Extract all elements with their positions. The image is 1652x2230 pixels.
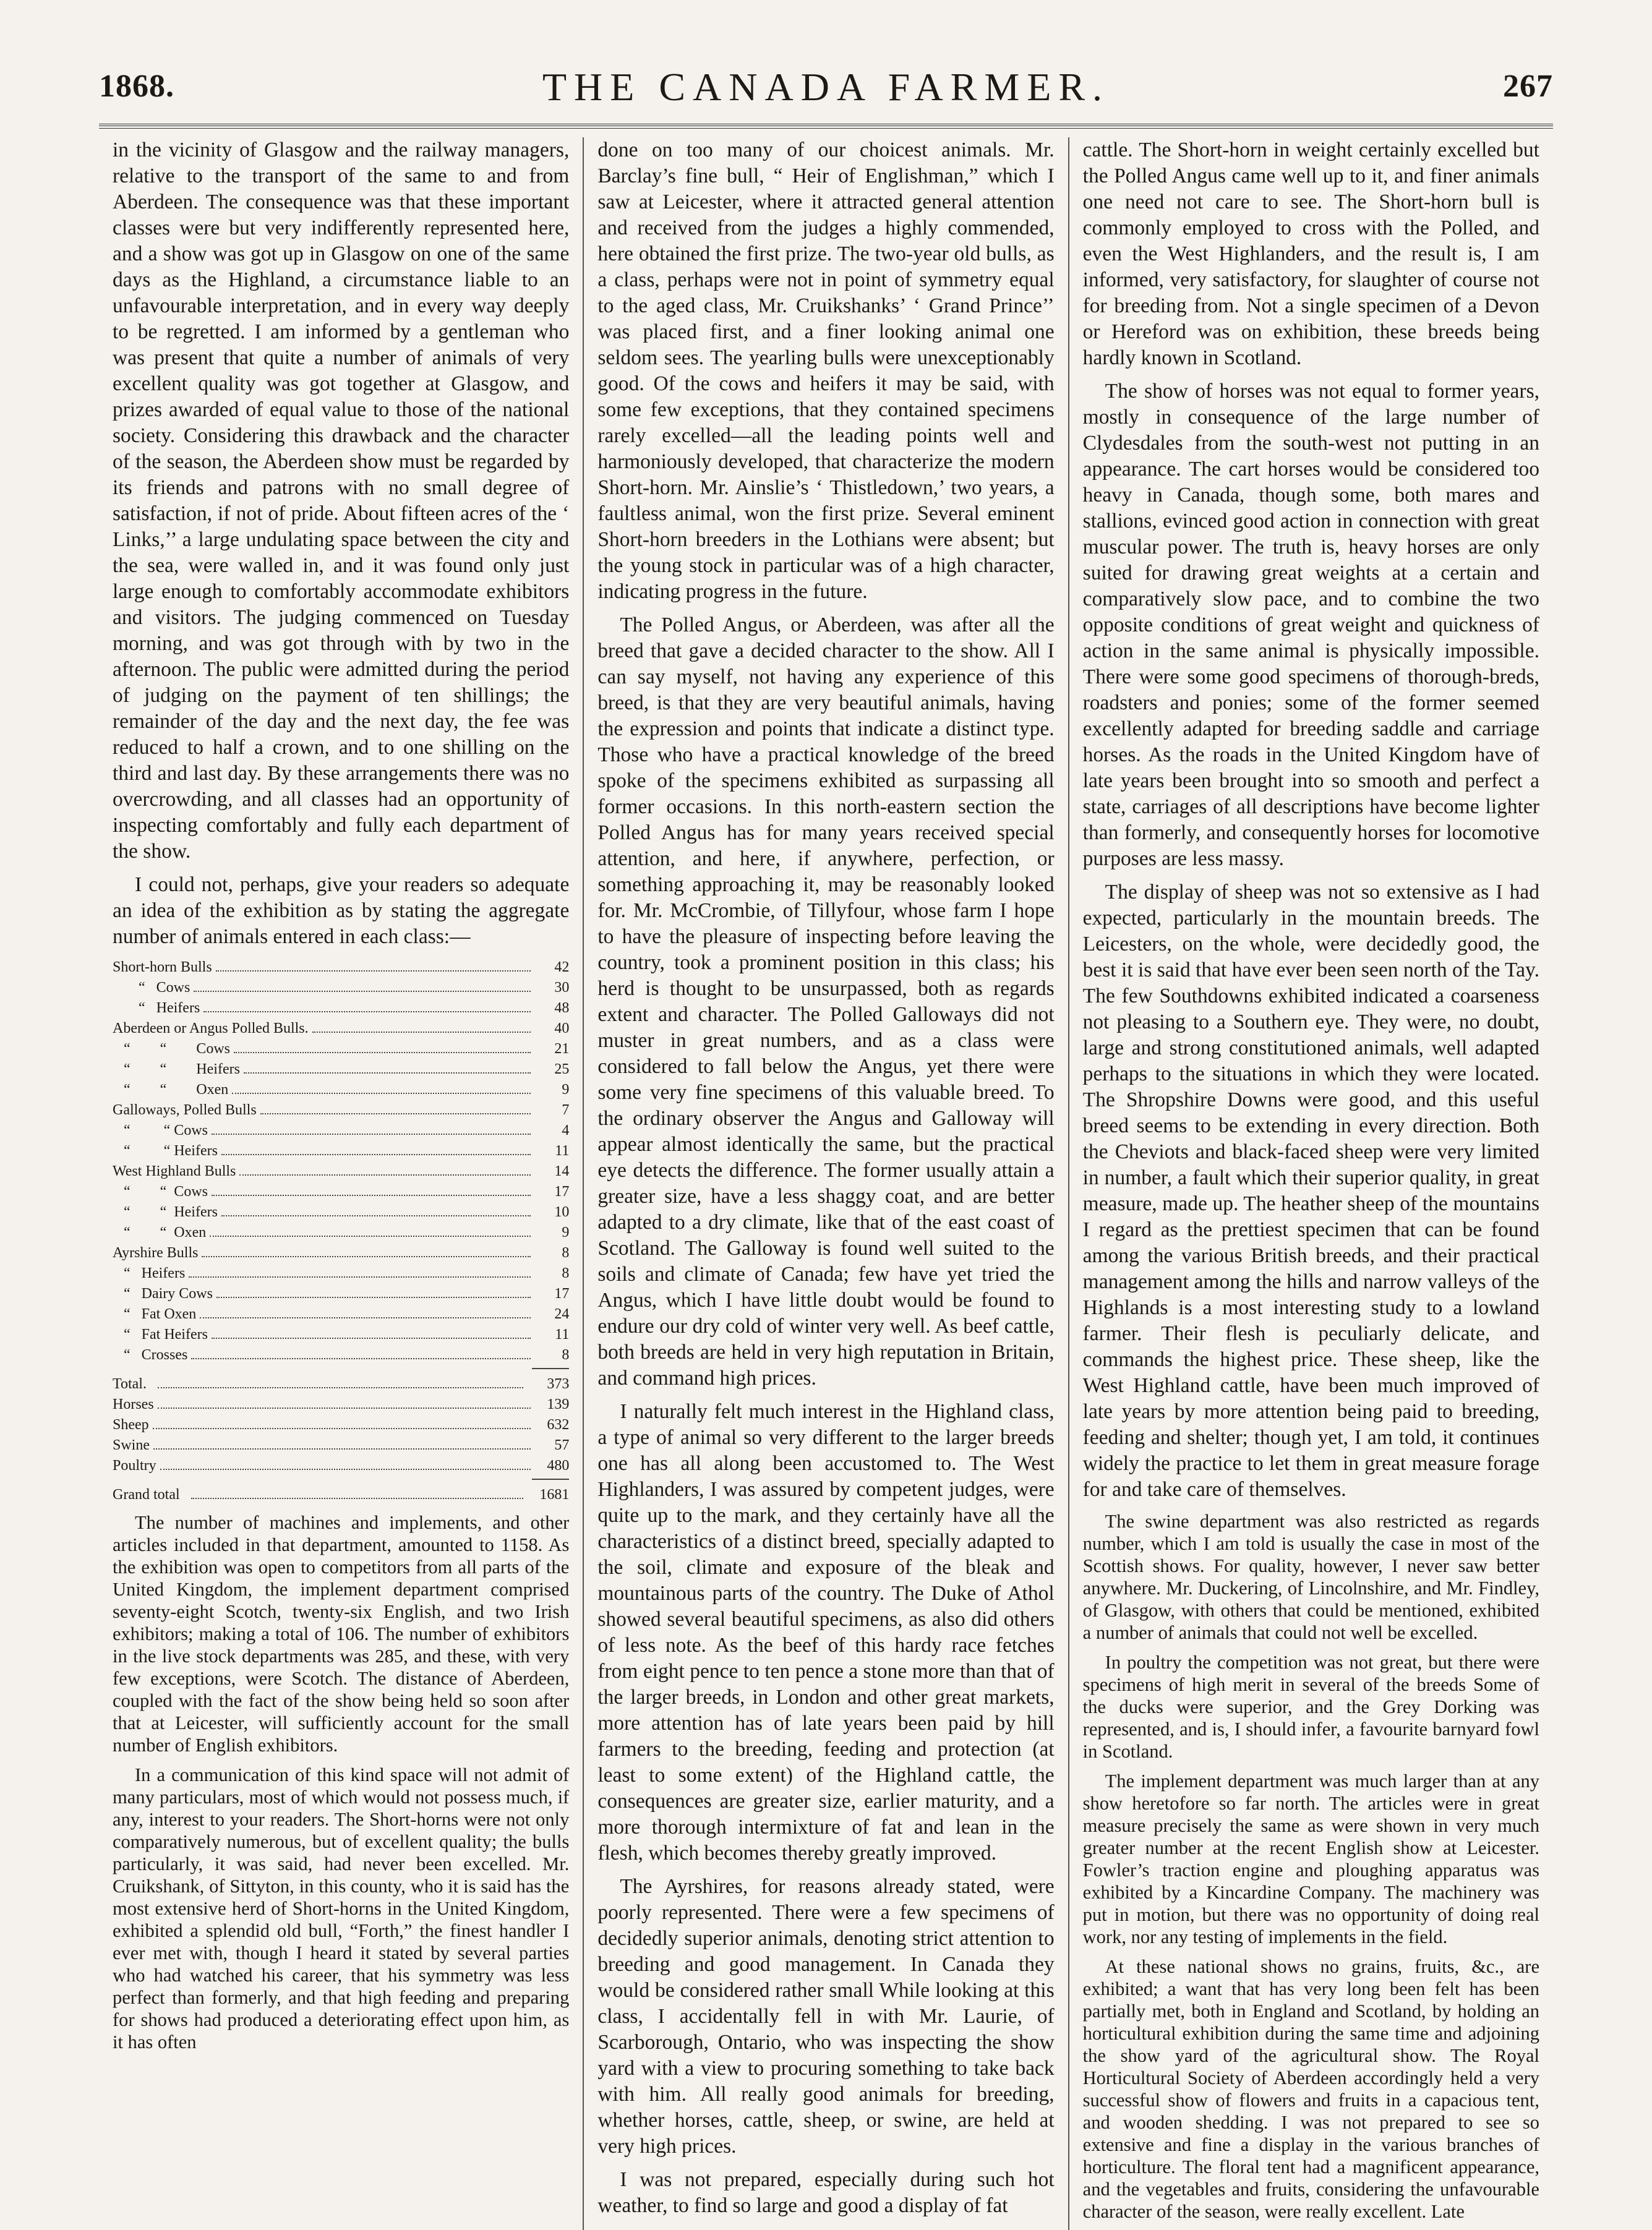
class-label: “ “ Cows xyxy=(113,1184,208,1200)
table-row xyxy=(113,998,569,1019)
paragraph: The number of machines and implements, and other articles included in that department, amounted to 1158. As the exhibition was open to competitors from all parts of the United Kingdom, the implement department comprised seventy-eight Scotch, twenty-six English, and two Irish exhibitors; making a total of 106. The number of exhibitors in the live stock departments was 285, and these, with very few exceptions, were Scotch. The distance of Aberdeen, coupled with the fact of the show being held so soon after that at Leicester, will sufficiently account for the small number of English exhibitors. xyxy=(113,1512,570,1756)
class-label: “ Cows xyxy=(113,980,190,996)
leader-dots xyxy=(210,1236,531,1237)
table-row xyxy=(113,957,569,978)
table-row xyxy=(113,1141,569,1161)
table-row xyxy=(113,1263,569,1284)
table-row xyxy=(113,1395,569,1415)
leader-dots xyxy=(234,1052,531,1053)
class-label: Poultry xyxy=(113,1458,156,1474)
entry-count: 10 xyxy=(554,1204,570,1220)
class-label: “ Fat Heifers xyxy=(113,1326,208,1343)
entry-count: 17 xyxy=(554,1286,570,1302)
leader-dots xyxy=(212,1134,531,1135)
entry-count: 42 xyxy=(554,959,570,975)
class-label: “ Dairy Cows xyxy=(113,1286,213,1302)
column-2 xyxy=(583,137,1068,2230)
paragraph: The Ayrshires, for reasons already stated, were poorly represented. There were a few specimens of decidedly superior animals, denoting strict attention to breeding and good management. In Canada they would be considered rather small While looking at this class, I accidentally fell in with Mr. Laurie, of Scarborough, Ontario, who was inspecting the show yard with a view to procuring something to take back with him. All really good animals for breeding, whether horses, cattle, sheep, or swine, are held at very high prices. xyxy=(597,1875,1055,2158)
paragraph: done on too many of our choicest animals. Mr. Barclay’s fine bull, “ Heir of Englishman,” which I saw at Leicester, where it attracted general attention and received from the judges a highly commended, here obtained the first prize. The two-year old bulls, as a class, perhaps were not in point of symmetry equal to the aged class, Mr. Cruikshanks’ ‘ Grand Prince’’ was placed first, and a finer looking animal one seldom sees. The yearling bulls were unexceptionably good. Of the cows and heifers it may be said, with some few exceptions, that they contained specimens rarely excelled—all the leading points well and harmoniously developed, that characterize the modern Short-horn. Mr. Ainslie’s ‘ Thistledown,’ two years, a faultless animal, won the first prize. Several eminent Short-horn breeders in the Lothians were absent; but the young stock in particular was of a high character, indicating progress in the future. xyxy=(597,139,1055,603)
paragraph: The display of sheep was not so extensive as I had expected, particularly in the mountain breeds. The Leicesters, on the whole, were decidedly good, the best it is said that have ever been seen north of the Tay. The few Southdowns exhibited indicated a coarseness not pleasing to a Southern eye. They were, no doubt, large and strong constitutioned animals, well adapted perhaps to the situations in which they were located. The Shropshire Downs were good, and this useful breed seems to be extending in every direction. Both the Cheviots and black-faced sheep were very limited in number, a fault which their superior quality, in great measure, made up. The heather sheep of the mountains I regard as the prettiest specimen that can be found among the various British breeds, and their practical management among the hills and narrow valleys of the Highlands is a most interesting study to a lowland farmer. Their flesh is peculiarly delicate, and commands the highest price. These sheep, like the West Highland cattle, have been much improved of late years by more attention being paid to breeding, feeding and shelter; though yet, I am told, it continues widely the practice to let them in great measure forage for and take care of themselves. xyxy=(1082,881,1539,1501)
class-label: “ “ Heifers xyxy=(113,1204,218,1220)
total-label: Total. xyxy=(113,1376,147,1392)
paragraph: I was not prepared, especially during such hot weather, to find so large and good a display of fat xyxy=(597,2168,1055,2217)
class-label: Galloways, Polled Bulls xyxy=(113,1102,257,1118)
table-row xyxy=(113,1304,569,1325)
entry-count: 30 xyxy=(554,980,570,996)
entry-count: 25 xyxy=(554,1061,570,1077)
class-label: “ “ Heifers xyxy=(113,1061,240,1077)
table-row xyxy=(113,1182,569,1202)
entry-count: 9 xyxy=(562,1082,570,1098)
table-row xyxy=(113,1202,569,1223)
table-row xyxy=(113,1161,569,1182)
columns xyxy=(99,137,1553,2230)
table-row xyxy=(113,1121,569,1141)
leader-dots xyxy=(160,1469,531,1470)
entry-count: 17 xyxy=(554,1184,570,1200)
table-row xyxy=(113,1243,569,1263)
entry-count: 14 xyxy=(554,1163,570,1179)
class-label: “ “ Oxen xyxy=(113,1082,229,1098)
class-label: “ “ Oxen xyxy=(113,1224,207,1241)
entry-count: 24 xyxy=(554,1306,570,1322)
class-label: “ “ Heifers xyxy=(113,1143,218,1159)
paragraph: The show of horses was not equal to former years, mostly in consequence of the large number of Clydesdales from the south-west not putting in an appearance. The cart horses would be considered too heavy in Canada, though some, both mares and stallions, evinced good action in connection with great muscular power. The truth is, heavy horses are only suited for drawing great weights at a certain and comparatively slow pace, and to combine the two opposite conditions of great weight and quickness of action in the same animal is physically impossible. There were some good specimens of thorough-breds, roadsters and ponies; some of the former seemed excellently adapted for breeding saddle and carriage horses. As the roads in the United Kingdom have of late years been brought into so smooth and perfect a state, carriages of all descriptions have become lighter than formerly, and consequently horses for locomotive purposes are less massy. xyxy=(1082,380,1539,870)
paragraph: in the vicinity of Glasgow and the railway managers, relative to the transport of the same to and from Aberdeen. The consequence was that these important classes were but very indifferently represented here, and a show was got up in Glasgow on one of the same days as the Highland, a circumstance liable to an unfavourable interpretation, and in every way deeply to be regretted. I am informed by a gentleman who was present that quite a number of animals of very excellent quality was got together at Glasgow, and prizes awarded of equal value to those of the national society. Considering this drawback and the character of the season, the Aberdeen show must be regarded by its friends and patrons with no small degree of satisfaction, if not of pride. About fifteen acres of the ‘ Links,’’ a large undulating space between the city and the sea, were walled in, and it was found only just large enough to comfortably accommodate exhibitors and visitors. The judging commenced on Tuesday morning, and was got through with by two in the afternoon. The public were admitted during the period of judging on the payment of ten shillings; the remainder of the day and the next day, the fee was reduced to half a crown, and to one shilling on the third and last day. By these arrangements there was no overcrowding, and all classes had an opportunity of inspecting comfortably and fully each department of the show. xyxy=(113,139,570,863)
entry-count: 8 xyxy=(562,1347,570,1363)
entry-count: 4 xyxy=(562,1122,570,1138)
leader-dots xyxy=(260,1113,531,1114)
entry-count: 480 xyxy=(547,1458,570,1474)
table-row xyxy=(113,978,569,998)
paragraph: The Polled Angus, or Aberdeen, was after all the breed that gave a decided character to the show. All I can say myself, not having any experience of this breed, is that they are very beautiful animals, having the expression and points that indicate a distinct type. Those who have a practical knowledge of the breed spoke of the specimens exhibited as surpassing all former occasions. In this north-eastern section the Polled Angus has for many years received special attention, and here, if anywhere, perfection, or something approaching it, may be reasonably looked for. Mr. McCrombie, of Tillyfour, whose farm I hope to have the pleasure of inspecting before leaving the country, took a prominent position in this class; his herd is thought to be unsurpassed, both as regards extent and character. The Polled Galloways did not muster in great numbers, and as a class were considered to fall below the Angus, yet there were some very fine specimens of this valuable breed. To the ordinary observer the Angus and Galloway will appear almost identically the same, but the practical eye detects the difference. The former usually attain a greater size, have a less shaggy coat, and are better adapted to a dry climate, like that of the east coast of Scotland. The Galloway is found well suited to the soils and climate of Canada; few have yet tried the Angus, which I have little doubt would be found to endure our dry cold of winter very well. As beef cattle, both breeds are held in very high reputation in Britain, and command high prices. xyxy=(597,613,1055,1390)
table-row xyxy=(113,1325,569,1345)
table-rule xyxy=(532,1479,569,1480)
class-label: “ “ Cows xyxy=(113,1041,230,1057)
class-label: West Highland Bulls xyxy=(113,1163,236,1179)
entry-count: 7 xyxy=(562,1102,570,1118)
leader-dots xyxy=(158,1387,523,1388)
paragraph: I naturally felt much interest in the Highland class, a type of animal so very different to the larger breeds one has all along been accustomed to. The West Highlanders, I was assured by competent judges, were quite up to the mark, and they certainly have all the characteristics of a distinct breed, specially adapted to the soil, climate and exposure of the bleak and mountainous parts of the country. The Duke of Athol showed several beautiful specimens, as also did others of less note. As the beef of this hardy race fetches from eight pence to ten pence a stone more than that of the larger breeds, in London and other great markets, more attention has of late years been paid by hill farmers to the breeding, feeding and protection (at least to some extent) of the Highland cattle, the consequences are greater size, earlier maturity, and a more thorough intermixture of fat and lean in the flesh, which becomes thereby greatly improved. xyxy=(597,1400,1055,1865)
total-value: 373 xyxy=(547,1376,570,1392)
leader-dots xyxy=(153,1448,531,1450)
table-row xyxy=(113,1345,569,1365)
entry-count: 8 xyxy=(562,1265,570,1281)
entries-table xyxy=(113,957,569,1505)
leader-dots xyxy=(189,1276,531,1278)
entry-count: 40 xyxy=(554,1020,570,1036)
leader-dots xyxy=(212,1338,531,1339)
column-1 xyxy=(99,137,583,2230)
paragraph: In a communication of this kind space will not admit of many particulars, most of which would not possess much, if any, interest to your readers. The Short-horns were not only comparatively numerous, but of excellent quality; the bulls particularly, it was said, had never been excelled. Mr. Cruikshank, of Sittyton, in this county, who it is said has the most extensive herd of Short-horns in the United Kingdom, exhibited a splendid old bull, “Forth,” the finest handler I ever met with, though I heard it stated by several parties who had watched his career, that his symmetry was less perfect than formerly, and that high feeding and preparing for shows had produced a deteriorating effect upon him, as it has often xyxy=(113,1764,570,2053)
class-label: “ “ Cows xyxy=(113,1122,208,1138)
paragraph: The swine department was also restricted as regards number, which I am told is usually the case in most of the Scottish shows. For quality, however, I never saw better anywhere. Mr. Duckering, of Lincolnshire, and Mr. Findley, of Glasgow, with others that could be mentioned, exhibited a number of animals that could not well be excelled. xyxy=(1082,1511,1539,1643)
leader-dots xyxy=(221,1154,531,1155)
masthead-year: 1868. xyxy=(99,69,174,104)
table-row xyxy=(113,1019,569,1039)
entry-count: 48 xyxy=(554,1000,570,1016)
leader-dots xyxy=(158,1408,531,1409)
masthead xyxy=(99,65,1553,117)
class-label: Sheep xyxy=(113,1417,149,1433)
table-row xyxy=(113,1415,569,1435)
leader-dots xyxy=(239,1174,531,1176)
class-label: Short-horn Bulls xyxy=(113,959,212,975)
leader-dots xyxy=(212,1195,531,1196)
paragraph: cattle. The Short-horn in weight certainly excelled but the Polled Angus came well up to it, and finer animals one need not care to see. The Short-horn bull is commonly employed to cross with the Polled, and even the West Highlanders, and the result is, I am informed, very satisfactory, for slaughter of course not for breeding from. Not a single specimen of a Devon or Hereford was on exhibition, these breeds being hardly known in Scotland. xyxy=(1082,139,1539,369)
leader-dots xyxy=(312,1032,531,1033)
leader-dots xyxy=(216,970,531,972)
paragraph: I could not, perhaps, give your readers so adequate an idea of the exhibition as by stating the aggregate number of animals entered in each class:— xyxy=(113,873,570,948)
table-row xyxy=(113,1080,569,1100)
entry-count: 57 xyxy=(554,1437,570,1453)
entry-count: 11 xyxy=(555,1326,570,1343)
grand-total-value: 1681 xyxy=(539,1487,570,1503)
masthead-rule xyxy=(99,124,1553,129)
column-3 xyxy=(1068,137,1553,2230)
table-row xyxy=(113,1059,569,1080)
class-label: Horses xyxy=(113,1396,154,1412)
class-label: “ Heifers xyxy=(113,1000,200,1016)
class-label: “ Fat Oxen xyxy=(113,1306,197,1322)
table-row xyxy=(113,1284,569,1304)
leader-dots xyxy=(191,1498,524,1499)
leader-dots xyxy=(221,1215,531,1216)
class-label: Swine xyxy=(113,1437,150,1453)
class-label: “ Heifers xyxy=(113,1265,186,1281)
leader-dots xyxy=(216,1297,531,1298)
entry-count: 632 xyxy=(547,1417,570,1433)
leader-dots xyxy=(202,1256,531,1257)
leader-dots xyxy=(194,991,531,992)
table-row xyxy=(113,1100,569,1121)
class-label: “ Crosses xyxy=(113,1347,188,1363)
leader-dots xyxy=(153,1428,531,1429)
entry-count: 11 xyxy=(555,1143,570,1159)
entry-count: 21 xyxy=(554,1041,570,1057)
grand-total-row xyxy=(113,1485,569,1505)
table-rule xyxy=(532,1368,569,1369)
class-label: Ayrshire Bulls xyxy=(113,1245,199,1261)
leader-dots xyxy=(244,1072,531,1074)
leader-dots xyxy=(203,1011,531,1012)
page-number: 267 xyxy=(1503,69,1553,104)
class-label: Aberdeen or Angus Polled Bulls. xyxy=(113,1020,309,1036)
leader-dots xyxy=(200,1317,531,1318)
table-row xyxy=(113,1223,569,1243)
paragraph: At these national shows no grains, fruits, &c., are exhibited; a want that has very long been felt has been partially met, both in England and Scotland, by holding an horticultural exhibition during the same time and adjoining the show yard of the agricultural show. The Royal Horticultural Society of Aberdeen accordingly held a very successful show of flowers and fruits in a capacious tent, and wooden shedding. I was not prepared to see so extensive and fine a display in the various branches of horticulture. The floral tent had a magnificent appearance, and the vegetables and fruits, considering the unfavourable character of the season, were really excellent. Late xyxy=(1082,1956,1539,2222)
table-row xyxy=(113,1039,569,1059)
entry-count: 9 xyxy=(562,1224,570,1241)
grand-total-label: Grand total xyxy=(113,1487,180,1503)
paragraph: In poultry the competition was not great, but there were specimens of high merit in several of the breeds Some of the ducks were superior, and the Grey Dorking was represented, and is, I should infer, a favourite barnyard fowl in Scotland. xyxy=(1082,1652,1539,1762)
entry-count: 8 xyxy=(562,1245,570,1261)
total-row xyxy=(113,1374,569,1395)
table-row xyxy=(113,1456,569,1476)
leader-dots xyxy=(232,1093,531,1094)
table-row xyxy=(113,1435,569,1456)
entry-count: 139 xyxy=(547,1396,570,1412)
leader-dots xyxy=(191,1358,531,1359)
masthead-title: THE CANADA FARMER. xyxy=(542,65,1110,109)
paragraph: The implement department was much larger than at any show heretofore so far north. The articles were in great measure precisely the same as were shown in very much greater number at the recent English show at Leicester. Fowler’s traction engine and ploughing apparatus was exhibited by a Kincardine Company. The machinery was put in motion, but there was no opportunity of doing real work, nor any testing of implements in the field. xyxy=(1082,1771,1539,1947)
